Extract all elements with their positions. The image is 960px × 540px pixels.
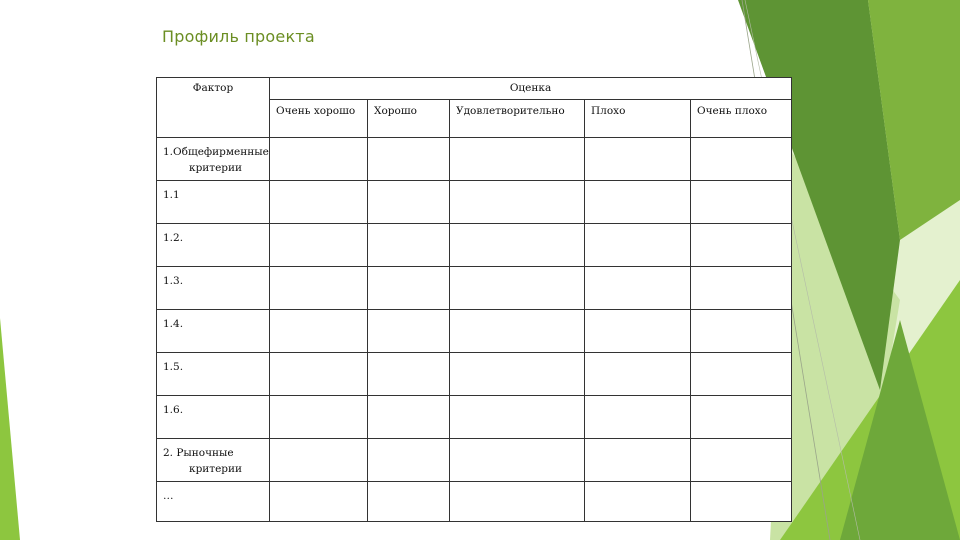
table-cell bbox=[691, 181, 792, 224]
table-cell bbox=[450, 138, 585, 181]
row-label: 1.2. bbox=[157, 224, 270, 267]
row-label: 1.1 bbox=[157, 181, 270, 224]
table-cell bbox=[691, 439, 792, 482]
table-cell bbox=[691, 353, 792, 396]
table-cell bbox=[270, 267, 368, 310]
row-label bbox=[157, 138, 270, 181]
table-cell bbox=[270, 439, 368, 482]
col-very-bad: Очень плохо bbox=[691, 100, 792, 138]
row-label-line2: критерии bbox=[189, 162, 243, 174]
table-cell bbox=[450, 439, 585, 482]
table-cell bbox=[585, 310, 691, 353]
table-cell bbox=[585, 267, 691, 310]
table-cell bbox=[450, 310, 585, 353]
left-green-stripe bbox=[0, 318, 20, 540]
table-cell bbox=[450, 267, 585, 310]
row-label: 1.5. bbox=[157, 353, 270, 396]
row-label-line1: 2. Рыночные bbox=[163, 447, 234, 459]
table-cell bbox=[585, 138, 691, 181]
slide-title: Профиль проекта bbox=[162, 27, 315, 46]
table-cell bbox=[368, 138, 450, 181]
table-row bbox=[157, 482, 792, 522]
table-cell bbox=[368, 439, 450, 482]
table-cell bbox=[691, 310, 792, 353]
table-cell bbox=[585, 439, 691, 482]
table-row bbox=[157, 224, 792, 267]
table-cell bbox=[368, 267, 450, 310]
col-very-good: Очень хорошо bbox=[270, 100, 368, 138]
table-cell bbox=[270, 396, 368, 439]
row-label: … bbox=[157, 482, 270, 522]
table-row bbox=[157, 181, 792, 224]
table-cell bbox=[691, 267, 792, 310]
row-label bbox=[157, 439, 270, 482]
col-good: Хорошо bbox=[368, 100, 450, 138]
row-label: 1.6. bbox=[157, 396, 270, 439]
header-score: Оценка bbox=[270, 78, 792, 100]
row-label: 1.3. bbox=[157, 267, 270, 310]
table-row bbox=[157, 138, 792, 181]
table-cell bbox=[450, 181, 585, 224]
header-row bbox=[157, 78, 792, 100]
table-row bbox=[157, 310, 792, 353]
table-cell bbox=[270, 310, 368, 353]
table-cell bbox=[585, 224, 691, 267]
header-factor: Фактор bbox=[157, 78, 270, 138]
table-cell bbox=[691, 396, 792, 439]
table-cell bbox=[585, 181, 691, 224]
table-cell bbox=[585, 482, 691, 522]
row-label: 1.4. bbox=[157, 310, 270, 353]
table-cell bbox=[368, 353, 450, 396]
project-profile-table bbox=[156, 77, 792, 522]
table-cell bbox=[270, 482, 368, 522]
table-row bbox=[157, 267, 792, 310]
table-cell bbox=[450, 353, 585, 396]
table-cell bbox=[691, 482, 792, 522]
table-cell bbox=[368, 224, 450, 267]
table-cell bbox=[368, 396, 450, 439]
table-row bbox=[157, 396, 792, 439]
table-row bbox=[157, 353, 792, 396]
table-cell bbox=[270, 224, 368, 267]
table-cell bbox=[270, 138, 368, 181]
table-cell bbox=[368, 310, 450, 353]
table-cell bbox=[368, 482, 450, 522]
table-cell bbox=[450, 396, 585, 439]
table-cell bbox=[691, 138, 792, 181]
table-cell bbox=[585, 353, 691, 396]
table-cell bbox=[270, 353, 368, 396]
table-cell bbox=[270, 181, 368, 224]
table-row bbox=[157, 439, 792, 482]
table-cell bbox=[368, 181, 450, 224]
table-cell bbox=[450, 482, 585, 522]
table-cell bbox=[585, 396, 691, 439]
table-cell bbox=[450, 224, 585, 267]
row-label-line2: критерии bbox=[189, 463, 243, 475]
row-label-line1: 1.Общефирменные bbox=[163, 146, 269, 158]
col-bad: Плохо bbox=[585, 100, 691, 138]
table-cell bbox=[691, 224, 792, 267]
col-satisfactory: Удовлетворительно bbox=[450, 100, 585, 138]
